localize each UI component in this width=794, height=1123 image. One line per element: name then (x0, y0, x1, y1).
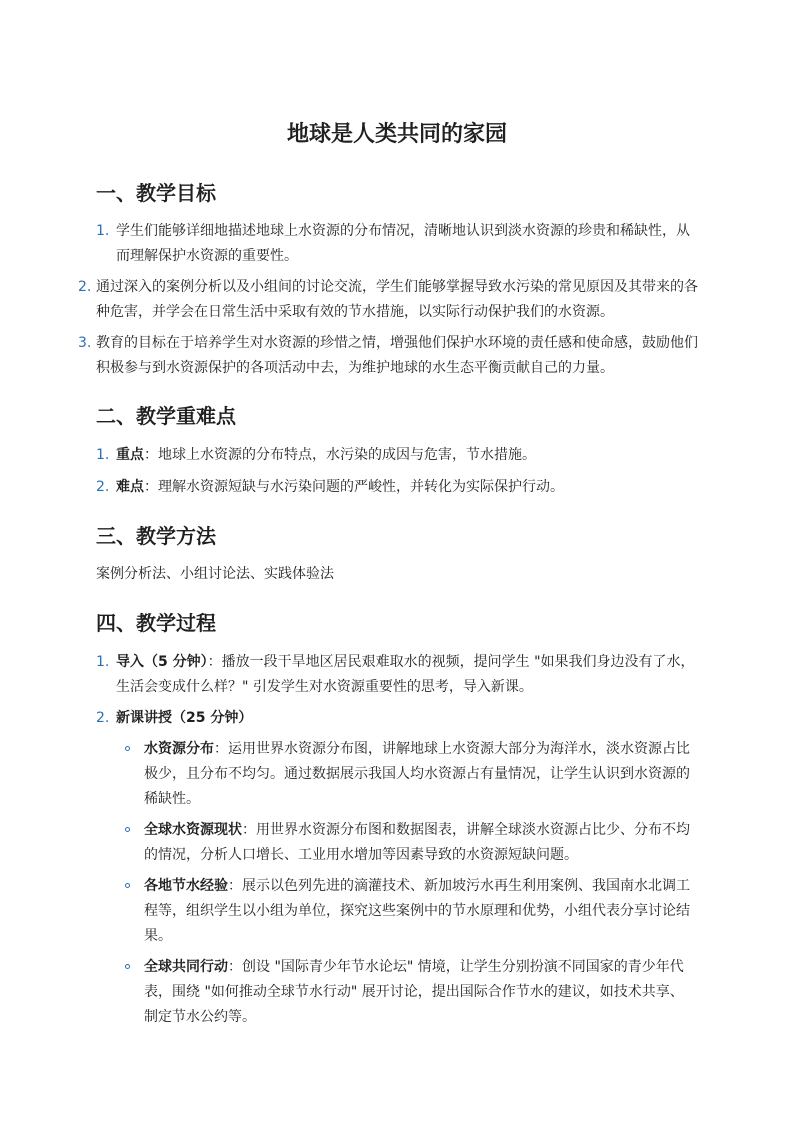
process-1-text: ：播放一段干旱地区居民艰难取水的视频，提问学生 "如果我们身边没有了水，生活会变成什么样？" 引发学生对水资源重要性的思考，导入新课。 (116, 654, 695, 695)
process-2-number: 2. (96, 710, 110, 726)
keypoint-1 (116, 443, 700, 468)
goal-2-number: 2. (78, 279, 92, 295)
bullet-icon (125, 746, 130, 751)
heading-teaching-methods: 三、教学方法 (96, 524, 216, 548)
goal-1-number: 1. (96, 223, 110, 239)
subitem-global-joint-action (144, 955, 696, 1030)
subitem-2-text: ：用世界水资源分布图和数据图表，讲解全球淡水资源占比少、分布不均的情况，分析人口增长、工业用水增加等因素导致的水资源短缺问题。 (144, 822, 690, 863)
subitem-2-label: 全球水资源现状 (144, 822, 242, 838)
goal-3-number: 3. (78, 335, 92, 351)
process-2 (116, 706, 700, 731)
subitem-water-distribution (144, 737, 696, 812)
heading-key-points: 二、教学重难点 (96, 404, 236, 428)
keypoint-2-text: ：理解水资源短缺与水污染问题的严峻性，并转化为实际保护行动。 (144, 479, 564, 495)
subitem-global-water-status (144, 818, 696, 868)
keypoint-2 (116, 475, 700, 500)
subitem-3-text: ：展示以色列先进的滴灌技术、新加坡污水再生利用案例、我国南水北调工程等，组织学生以小组为单位，探究这些案例中的节水原理和优势，小组代表分享讨论结果。 (144, 878, 690, 944)
goal-3-text: 教育的目标在于培养学生对水资源的珍惜之情，增强他们保护水环境的责任感和使命感，鼓励他们积极参与到水资源保护的各项活动中去，为维护地球的水生态平衡贡献自己的力量。 (96, 335, 698, 376)
subitem-water-saving-experience (144, 874, 696, 949)
keypoint-1-label: 重点 (116, 447, 144, 463)
subitem-1-label: 水资源分布 (144, 741, 214, 757)
subitem-3-label: 各地节水经验 (144, 878, 228, 894)
keypoint-1-number: 1. (96, 447, 110, 463)
process-2-label: 新课讲授（25 分钟） (116, 710, 253, 726)
process-1-label: 导入（5 分钟） (116, 654, 208, 670)
teaching-methods-text: 案例分析法、小组讨论法、实践体验法 (96, 566, 334, 582)
page-title: 地球是人类共同的家园 (286, 122, 507, 147)
process-1 (116, 650, 700, 700)
subitem-4-label: 全球共同行动 (144, 959, 228, 975)
bullet-icon (125, 827, 130, 832)
bullet-icon (125, 964, 130, 969)
bullet-icon (125, 883, 130, 888)
goal-1-text: 学生们能够详细地描述地球上水资源的分布情况，清晰地认识到淡水资源的珍贵和稀缺性，从而理解保护水资源的重要性。 (116, 223, 690, 264)
goal-2-text: 通过深入的案例分析以及小组间的讨论交流，学生们能够掌握导致水污染的常见原因及其带来的各种危害，并学会在日常生活中采取有效的节水措施，以实际行动保护我们的水资源。 (96, 279, 698, 320)
process-1-number: 1. (96, 654, 110, 670)
heading-teaching-goals: 一、教学目标 (96, 181, 216, 205)
heading-teaching-process: 四、教学过程 (96, 611, 216, 635)
keypoint-1-text: ：地球上水资源的分布特点，水污染的成因与危害，节水措施。 (144, 447, 536, 463)
subitem-4-text: ：创设 "国际青少年节水论坛" 情境，让学生分别扮演不同国家的青少年代表，围绕 "如何推动全球节水行动" 展开讨论，提出国际合作节水的建议，如技术共享、制定节水公约等。 (144, 959, 684, 1025)
keypoint-2-number: 2. (96, 479, 110, 495)
keypoint-2-label: 难点 (116, 479, 144, 495)
subitem-1-text: ：运用世界水资源分布图，讲解地球上水资源大部分为海洋水，淡水资源占比极少，且分布不均匀。通过数据展示我国人均水资源占有量情况，让学生认识到水资源的稀缺性。 (144, 741, 690, 807)
